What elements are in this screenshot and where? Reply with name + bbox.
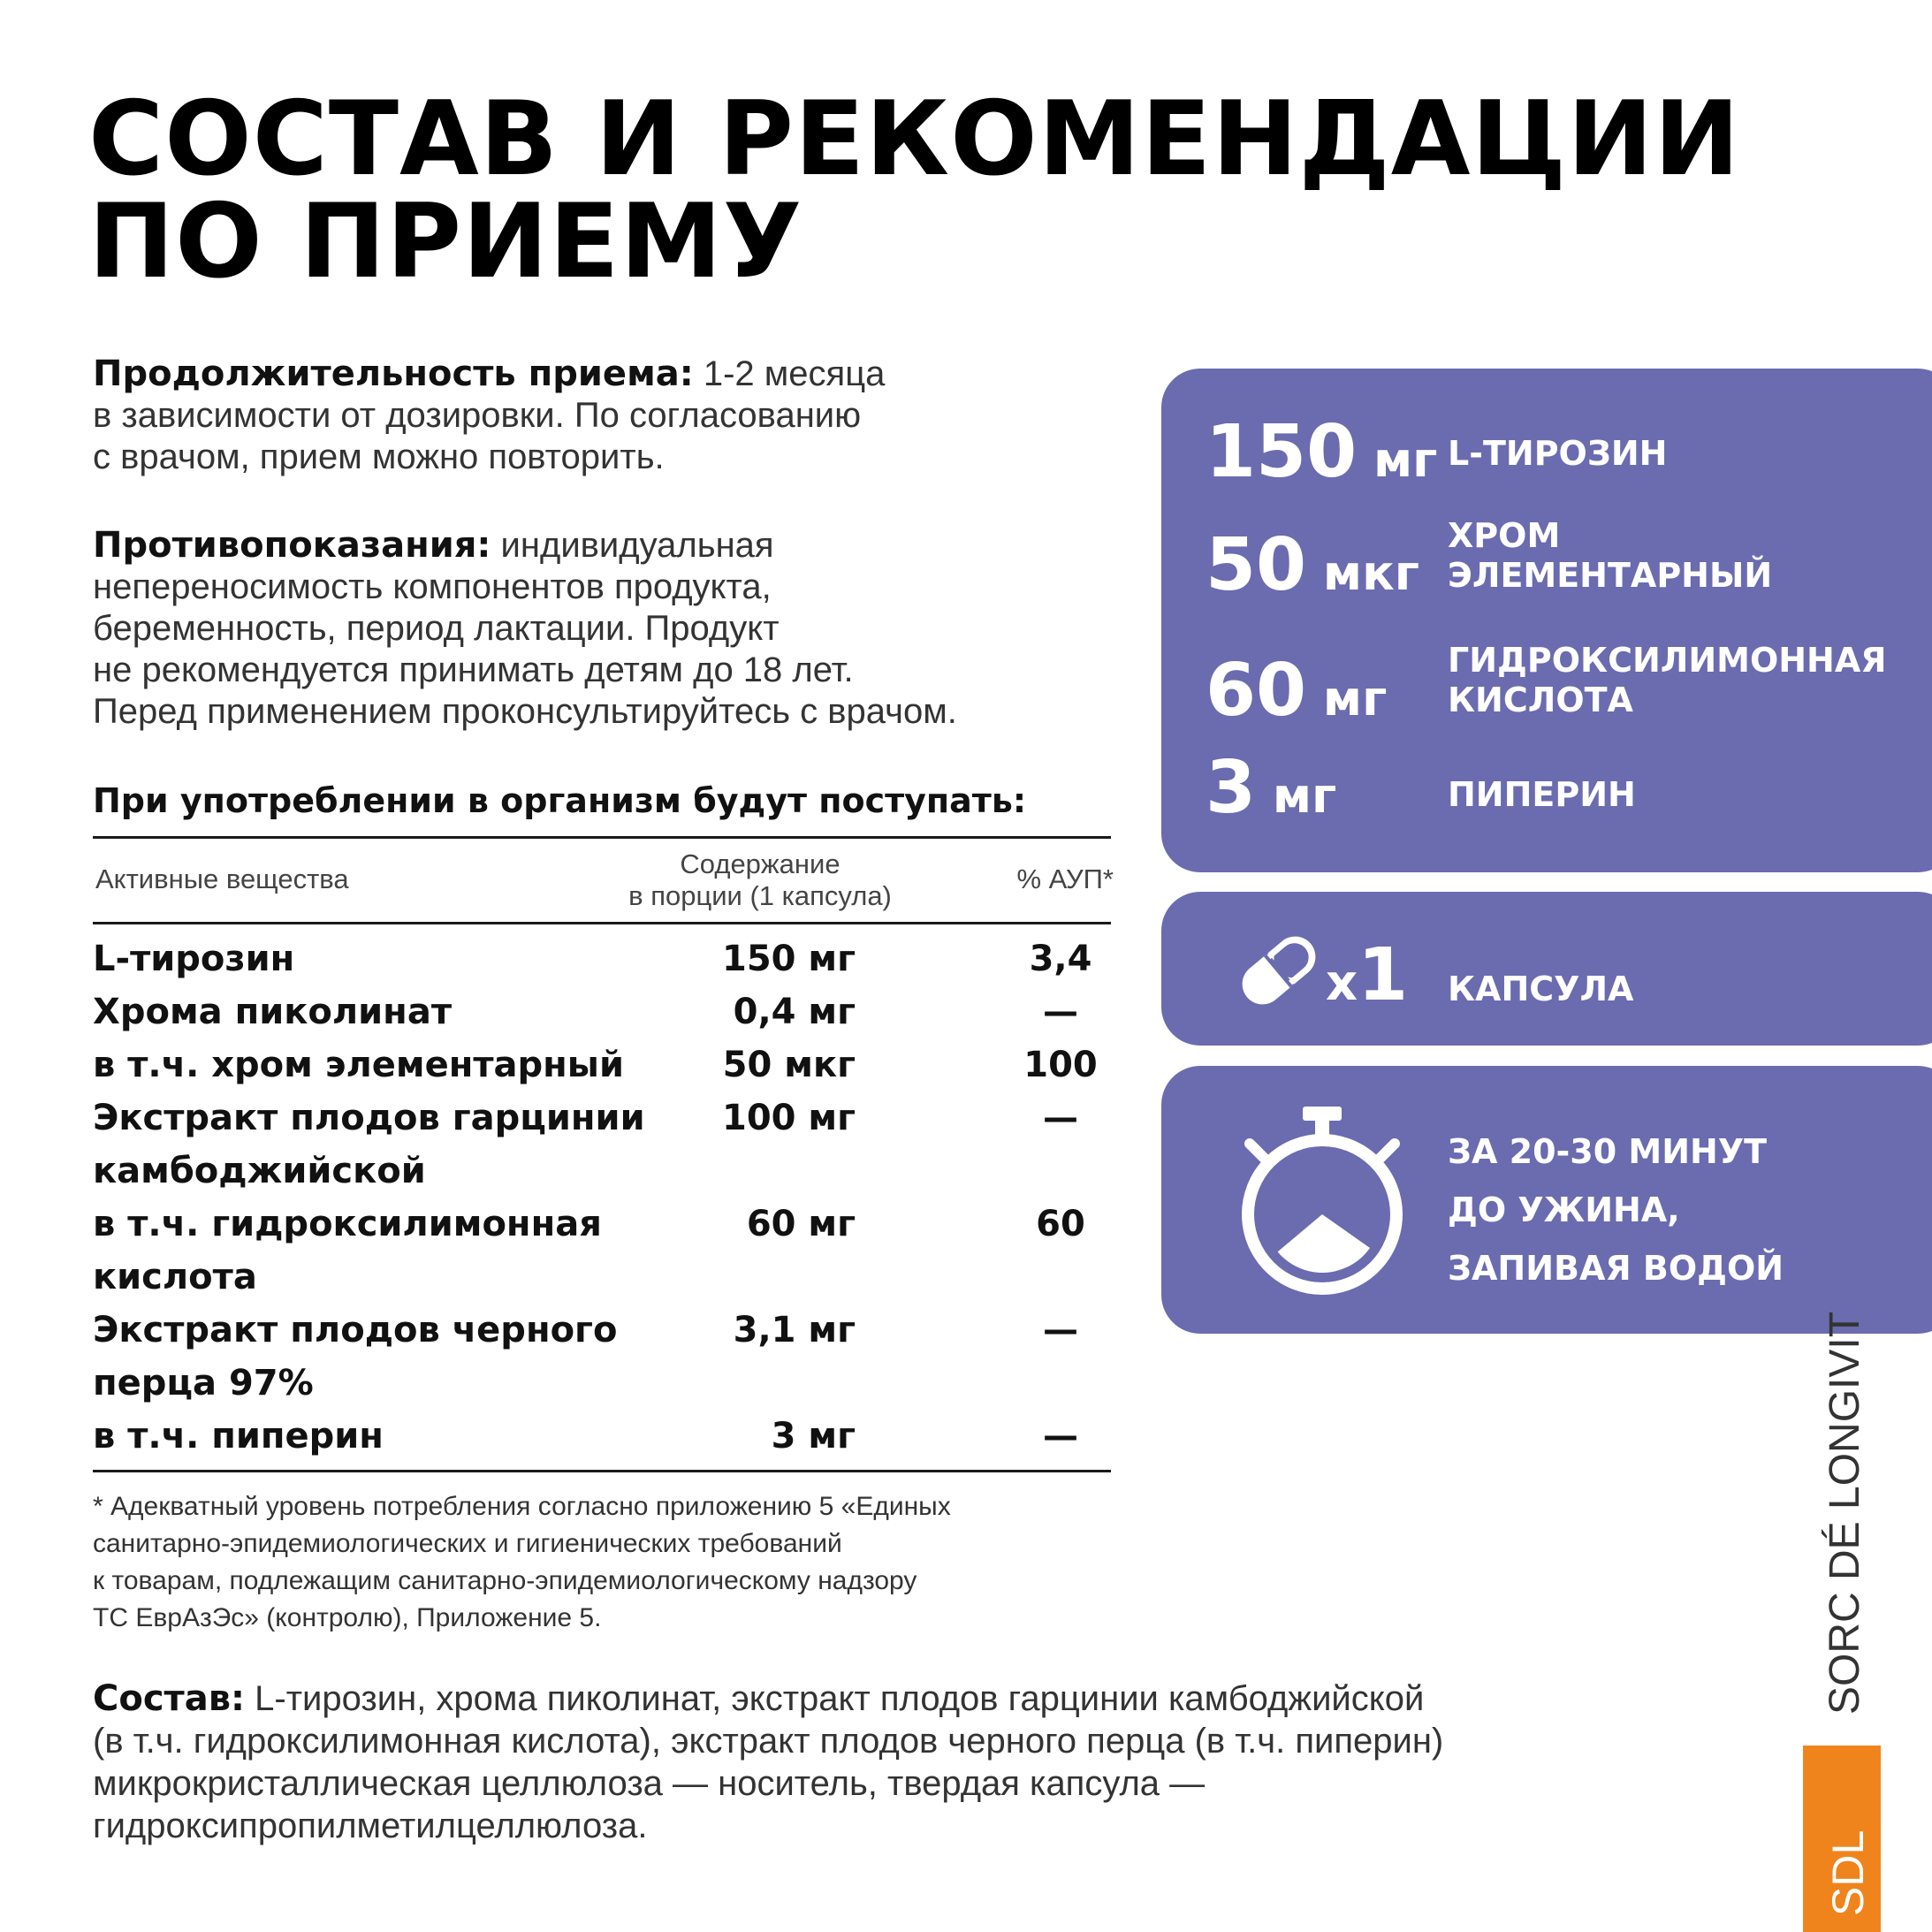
dose-amount (1206, 746, 1337, 833)
stopwatch-icon (1234, 1105, 1411, 1299)
row-aup: 100 (1023, 1045, 1098, 1085)
timing-line-1: ЗА 20-30 МИНУТ (1448, 1132, 1768, 1171)
duration-text-3: с врачом, прием можно повторить. (93, 437, 665, 476)
row-amount: 50 мкг (722, 1045, 856, 1085)
row-name: Хрома пиколинат (93, 992, 452, 1032)
contra-text-2: непереносимость компонентов продукта, (93, 567, 772, 606)
capsule-multiplier-number: 1 (1358, 933, 1409, 1017)
row-name: Экстракт плодов гарцинии (93, 1098, 645, 1138)
timing-line-2: ДО УЖИНА, (1448, 1190, 1680, 1229)
table-top-rule (93, 836, 1111, 839)
composition-text-2: (в т.ч. гидроксилимонная кислота), экстракт плодов черного перца (в т.ч. пиперин) (93, 1722, 1444, 1761)
row-name-cont: перца 97% (93, 1363, 314, 1403)
table-header-rule (93, 922, 1111, 924)
capsule-icon (1230, 922, 1327, 1019)
duration-label: Продолжительность приема: (93, 354, 694, 394)
contraindications-label: Противопоказания: (93, 525, 491, 566)
dose-label: ПИПЕРИН (1448, 775, 1636, 814)
composition-text-1: L-тирозин, хрома пиколинат, экстракт плодов гарцинии камбоджийской (245, 1679, 1425, 1718)
dose-number: 150 (1206, 410, 1358, 494)
row-name: L-тирозин (93, 939, 295, 979)
composition-text-3: микрокристаллическая целлюлоза — носитель, твердая капсула — (93, 1764, 1206, 1803)
table-header-content (610, 848, 910, 912)
duration-text-1: 1-2 месяца (693, 354, 886, 393)
dose-label-line-2: КИСЛОТА (1448, 681, 1633, 719)
composition-paragraph (93, 1677, 1443, 1847)
dose-label: L-ТИРОЗИН (1448, 434, 1668, 473)
brand-badge (1803, 1746, 1881, 1932)
row-name-cont: кислота (93, 1257, 257, 1297)
row-name: в т.ч. хром элементарный (93, 1045, 624, 1085)
row-amount: 150 мг (721, 939, 856, 979)
row-amount: 0,4 мг (733, 992, 856, 1032)
dose-number: 3 (1206, 746, 1257, 830)
dose-number: 50 (1206, 523, 1307, 607)
dose-label (1448, 641, 1887, 720)
composition-text-4: гидроксипропилметилцеллюлоза. (93, 1806, 648, 1845)
contra-text-5: Перед применением проконсультируйтесь с врачом. (93, 692, 957, 731)
dose-label (1448, 516, 1772, 596)
footnote (93, 1488, 951, 1637)
page-title-line-1: СОСТАВ И РЕКОМЕНДАЦИИ (88, 80, 1741, 199)
row-aup: — (1043, 1416, 1078, 1457)
dose-unit: мг (1306, 671, 1388, 726)
contraindications-paragraph (93, 525, 957, 733)
brand-vertical-text: SORC DÉ LONGIVIT (1822, 1311, 1868, 1715)
dose-unit: мкг (1306, 545, 1419, 601)
timing-line-3: ЗАПИВАЯ ВОДОЙ (1448, 1249, 1784, 1288)
footnote-line-3: к товарам, подлежащим санитарно-эпидемиологическому надзору (93, 1566, 917, 1595)
row-aup: — (1043, 992, 1078, 1032)
footnote-line-1: * Адекватный уровень потребления согласно приложению 5 «Единых (93, 1492, 951, 1521)
brand-badge-text: SDL (1823, 1829, 1873, 1916)
row-name: в т.ч. гидроксилимонная (93, 1204, 602, 1244)
dose-label-line-2: ЭЛЕМЕНТАРНЫЙ (1448, 556, 1773, 595)
row-aup: — (1043, 1310, 1078, 1350)
row-amount: 60 мг (746, 1204, 856, 1244)
footnote-line-2: санитарно-эпидемиологических и гигиенических требований (93, 1529, 842, 1558)
capsule-multiplier-x: x (1326, 955, 1358, 1012)
table-header-substance: Активные вещества (95, 863, 349, 894)
dose-number: 60 (1206, 649, 1307, 733)
dose-unit: мг (1357, 432, 1438, 488)
composition-label: Состав: (93, 1678, 246, 1719)
doses-panel (1161, 369, 1932, 872)
dose-label-line-1: ГИДРОКСИЛИМОННАЯ (1448, 641, 1887, 680)
row-amount: 3 мг (771, 1416, 856, 1457)
row-name: в т.ч. пиперин (93, 1416, 384, 1457)
row-aup: — (1043, 1098, 1078, 1138)
dose-amount (1206, 523, 1419, 610)
capsule-label: КАПСУЛА (1448, 970, 1634, 1008)
dose-unit: мг (1256, 768, 1337, 824)
table-header-content-line-2: в порции (1 капсула) (628, 880, 892, 911)
contra-text-4: не рекомендуется принимать детям до 18 лет. (93, 650, 854, 689)
timing-text (1448, 1122, 1784, 1297)
page-title-line-2: ПО ПРИЕМУ (88, 182, 803, 301)
dose-label-line-1: ХРОМ (1448, 516, 1561, 555)
page-title (88, 80, 1741, 301)
dose-amount (1206, 649, 1388, 735)
duration-paragraph (93, 354, 885, 478)
table-subheading: При употреблении в организм будут поступать: (93, 781, 1027, 820)
timing-panel (1161, 1066, 1932, 1334)
table-header-aup: % АУП* (1016, 863, 1114, 894)
capsule-multiplier (1326, 933, 1409, 1020)
table-bottom-rule (93, 1470, 1111, 1472)
row-amount: 3,1 мг (733, 1310, 856, 1350)
duration-text-2: в зависимости от дозировки. По согласованию (93, 396, 862, 435)
row-aup: 60 (1036, 1204, 1085, 1244)
footnote-line-4: ТС ЕврАзЭс» (контролю), Приложение 5. (93, 1603, 602, 1632)
contra-text-3: беременность, период лактации. Продукт (93, 609, 780, 648)
dose-amount (1206, 410, 1438, 497)
row-name-cont: камбоджийской (93, 1151, 426, 1191)
capsule-panel (1161, 892, 1932, 1046)
row-aup: 3,4 (1029, 939, 1092, 979)
table-header-content-line-1: Содержание (680, 848, 840, 879)
row-amount: 100 мг (721, 1098, 856, 1138)
contra-text-1: индивидуальная (491, 526, 774, 565)
row-name: Экстракт плодов черного (93, 1310, 618, 1350)
